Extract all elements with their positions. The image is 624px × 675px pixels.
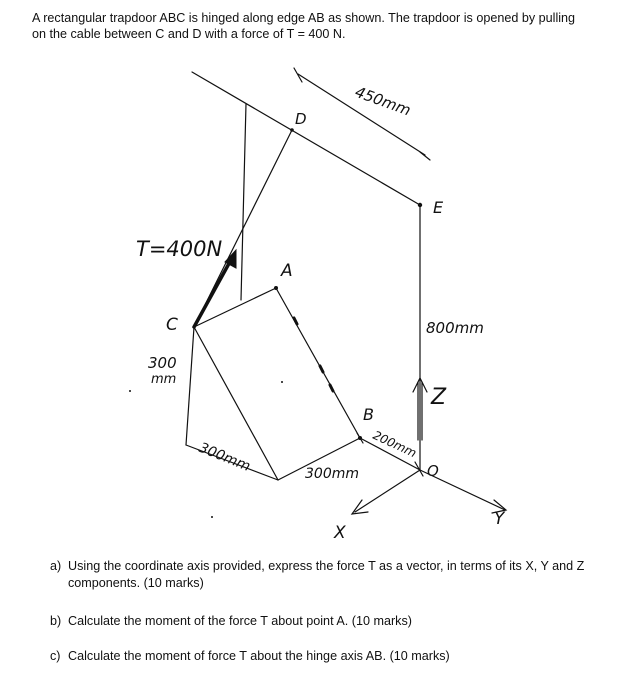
question-c [50, 648, 450, 665]
hinge-ab [276, 288, 360, 438]
dim-300-bottom-label: 300mm [305, 466, 359, 482]
question-b-text: Calculate the moment of the force T about point A. (10 marks) [68, 614, 412, 628]
hinge-mark-2 [320, 366, 323, 372]
point-a-dot [274, 286, 278, 290]
point-b-label: B [363, 405, 374, 424]
question-c-label: c) [50, 649, 61, 663]
hinge-mark-3 [330, 385, 333, 391]
dim-450-label: 450mm [352, 82, 414, 120]
force-label: T=400N [136, 237, 223, 261]
axis-y-label: Y [494, 509, 505, 529]
dim-450-tick-right [420, 152, 430, 160]
stray-dot-1 [281, 381, 283, 383]
origin-label: O [427, 462, 439, 480]
x-axis-line [355, 470, 420, 512]
point-a-label: A [281, 261, 293, 281]
force-arrow-shaft [194, 258, 232, 327]
question-a [50, 558, 610, 592]
question-a-label: a) [50, 559, 62, 573]
x-axis-arrowhead [352, 500, 368, 514]
dim-300-vertical-label-2: mm [151, 372, 177, 387]
dim-200-label: 200mm [370, 428, 419, 461]
question-a-line-2: components. (10 marks) [68, 576, 204, 590]
question-c-text: Calculate the moment of force T about the hinge axis AB. (10 marks) [68, 649, 450, 663]
dim-300-left-label: 300mm [196, 439, 253, 475]
vertical-support-left [241, 104, 246, 300]
stray-dot-3 [129, 390, 131, 392]
hinge-mark-1 [294, 318, 297, 324]
question-b [50, 613, 412, 630]
problem-line-1: A rectangular trapdoor ABC is hinged along edge AB as shown. The trapdoor is opened by pulling [32, 11, 576, 25]
dim-300-vertical-label-1: 300 [148, 354, 177, 372]
point-c-label: C [166, 315, 178, 335]
point-b-dot [358, 436, 362, 440]
question-b-label: b) [50, 614, 62, 628]
axis-z-label: Z [431, 385, 447, 410]
edge-c-bottom [186, 327, 194, 445]
point-d-label: D [295, 110, 307, 128]
dim-800-label: 800mm [426, 319, 484, 337]
stray-dot-2 [211, 516, 213, 518]
problem-line-2: on the cable between C and D with a force of T = 400 N. [32, 27, 346, 41]
dim-200-tick-o [415, 462, 423, 476]
point-d-dot [290, 128, 294, 132]
axis-x-label: X [334, 523, 346, 543]
dim-450-tick-left [294, 68, 302, 82]
point-e-label: E [433, 198, 444, 217]
point-e-dot [418, 203, 422, 207]
question-a-line-1: Using the coordinate axis provided, express the force T as a vector, in terms of its X, Y and Z [68, 559, 585, 573]
